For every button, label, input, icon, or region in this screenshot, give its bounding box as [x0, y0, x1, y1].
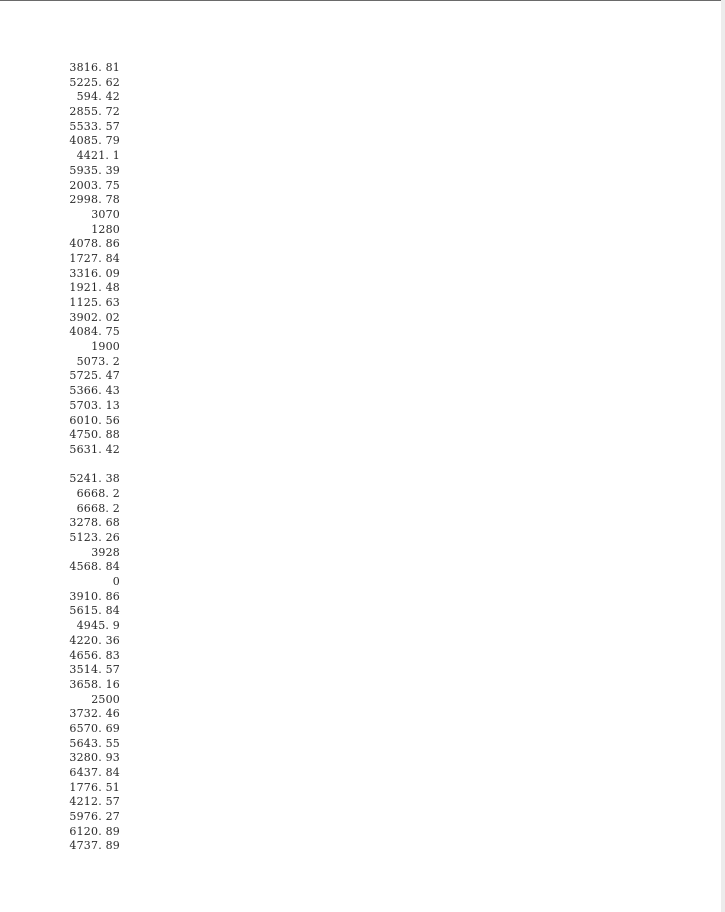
value-row: 1280 — [91, 222, 120, 236]
value-row: 1900 — [91, 340, 120, 354]
value-row: 4737. 89 — [69, 839, 120, 853]
value-row: 4945. 9 — [76, 619, 120, 633]
value-row: 2855. 72 — [69, 105, 120, 119]
value-row: 3928 — [91, 545, 120, 559]
value-row: 3070 — [91, 207, 120, 221]
value-row: 4220. 36 — [69, 633, 120, 647]
value-row: 3732. 46 — [69, 707, 120, 721]
value-row: 5976. 27 — [69, 810, 120, 824]
value-row: 5241. 38 — [69, 472, 120, 486]
value-row: 1125. 63 — [69, 296, 120, 309]
value-row: 3514. 57 — [69, 663, 120, 677]
value-row: 6437. 84 — [69, 766, 120, 779]
value-row: 2003. 75 — [69, 178, 120, 192]
value-row: 5123. 26 — [69, 531, 120, 544]
value-row: 6570. 69 — [69, 721, 120, 735]
value-row: 4421. 1 — [76, 149, 120, 163]
value-row: 4750. 88 — [69, 428, 120, 442]
value-row: 1921. 48 — [69, 281, 120, 295]
value-row: 3280. 93 — [69, 751, 120, 765]
value-row: 5935. 39 — [69, 163, 120, 177]
value-row: 2998. 78 — [69, 193, 120, 207]
value-row: 1776. 51 — [69, 780, 120, 794]
value-row: 5643. 55 — [69, 736, 120, 750]
value-row: 3316. 09 — [69, 266, 120, 280]
value-row: 5631. 42 — [69, 442, 120, 456]
value-row: 3902. 02 — [69, 310, 120, 324]
value-row: 4084. 75 — [69, 325, 120, 339]
value-row: 4212. 57 — [69, 795, 120, 809]
value-row: 3278. 68 — [69, 516, 120, 530]
value-row: 6010. 56 — [69, 413, 120, 427]
value-row: 6120. 89 — [69, 824, 120, 838]
value-row: 5073. 2 — [76, 354, 120, 368]
value-row: 5366. 43 — [69, 384, 120, 398]
value-row: 3658. 16 — [69, 677, 120, 691]
value-row: 3816. 81 — [69, 61, 120, 74]
value-row: 4078. 86 — [69, 237, 120, 251]
value-row: 5725. 47 — [69, 369, 120, 383]
value-column — [60, 61, 120, 854]
value-row: 6668. 2 — [76, 486, 120, 500]
value-row: 1727. 84 — [69, 251, 120, 265]
value-row: 6668. 2 — [76, 501, 120, 515]
value-row: 2500 — [91, 692, 120, 706]
value-row: 0 — [112, 575, 120, 589]
page-gutter — [721, 0, 725, 912]
value-row: 4656. 83 — [69, 648, 120, 662]
value-row: 594. 42 — [76, 90, 120, 104]
value-row: 5533. 57 — [69, 119, 120, 133]
value-row: 5615. 84 — [69, 604, 120, 618]
value-row: 4085. 79 — [69, 134, 120, 148]
blank-row — [60, 458, 120, 473]
value-row: 3910. 86 — [69, 589, 120, 603]
value-row: 4568. 84 — [69, 560, 120, 574]
value-row: 5225. 62 — [69, 75, 120, 89]
value-row: 5703. 13 — [69, 398, 120, 412]
